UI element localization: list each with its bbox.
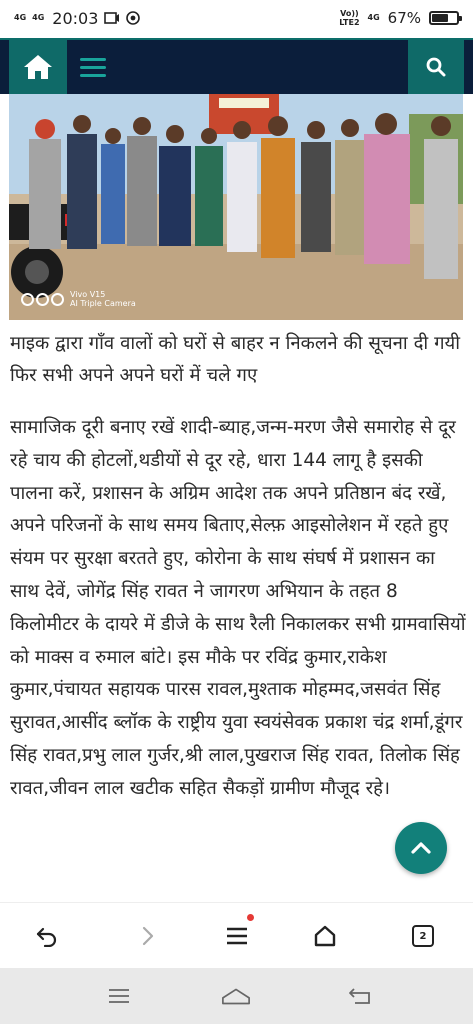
browser-back-button[interactable]: [32, 921, 62, 951]
battery-icon: [429, 11, 459, 25]
tabs-count: 2: [419, 930, 427, 942]
search-button[interactable]: [408, 40, 464, 94]
browser-forward-button[interactable]: [133, 921, 163, 951]
recents-button[interactable]: [104, 983, 134, 1009]
notification-icon: [104, 11, 120, 25]
watermark-line-1: Vivo V15: [70, 290, 106, 299]
photo-caption-text: माइक द्वारा गाँव वालों को घरों से बाहर न निकलने की सूचना दी गयी फिर सभी अपने अपने घरों में चले गए: [10, 333, 461, 386]
home-outline-icon: [313, 925, 337, 947]
home-button[interactable]: [9, 40, 67, 94]
chevron-up-icon: [410, 841, 432, 855]
clock: 20:03: [52, 8, 99, 28]
article-body: सामाजिक दूरी बनाए रखें शादी-ब्याह,जन्म-मरण जैसे समारोह से दूर रहे चाय की होटलों,थडीयों से दूर रहे, धारा 144 लागू है इसकी पालना करें, प्रशासन के अग्रिम आदेश तक अपने प्रतिष्ठान बंद रखें, अपने परिजनों के साथ समय बिताए,सेल्फ़ आइसोलेशन में रहते हुए संयम पर सुरक्षा बरतते हुए, कोरोना के साथ संघर्ष में प्रशासन का साथ देवें, जोगेंद्र सिंह रावत ने जागरण अभियान के तहत 8 किलोमीटर के दायरे में डीजे के साथ रैली निकालकर सभी ग्रामवासियों को माक्स व रुमाल बांटे। इस मौके पर रविंद्र कुमार,राकेश कुमार,पंचायत सहायक पारस रावल,मुश्ताक मोहम्मद,जसवंत सिंह सुरावत,आसींद ब्लॉक के राष्ट्रीय युवा स्वयंसेवक प्रकाश चंद्र शर्मा,डूंगर सिंह रावत,प्रभु लाल गुर्जर,श्री लाल,पुखराज सिंह रावत, तिलोक सिंह रावत,जीवन लाल खटीक सहित सैकड़ों ग्रामीण मौजूद रहे।: [10, 417, 466, 799]
camera-logo-icon: [21, 293, 64, 306]
search-icon: [426, 57, 446, 77]
network-1-indicator: 4G: [14, 13, 27, 22]
browser-menu-button[interactable]: [222, 921, 252, 951]
volte-indicator: Vo)) LTE2: [339, 9, 360, 27]
system-back-button[interactable]: [345, 983, 375, 1009]
scroll-to-top-button[interactable]: [395, 822, 447, 874]
home-nav-icon: [221, 986, 251, 1006]
battery-percent: 67%: [387, 9, 421, 27]
network-right-indicator: 4G: [367, 13, 380, 22]
hamburger-menu-icon[interactable]: [80, 52, 114, 82]
system-home-button[interactable]: [221, 983, 251, 1009]
menu-icon: [226, 927, 248, 945]
chrome-icon: [126, 11, 140, 25]
status-bar: [0, 0, 473, 36]
back-arrow-icon: [35, 925, 59, 947]
site-header: [0, 38, 473, 94]
home-icon: [22, 53, 54, 81]
browser-toolbar: [0, 902, 473, 968]
notification-dot: [247, 914, 254, 921]
browser-tabs-button[interactable]: [408, 921, 438, 951]
system-navigation-bar: [0, 968, 473, 1024]
browser-home-button[interactable]: [310, 921, 340, 951]
news-photo: [9, 94, 463, 320]
recents-icon: [107, 987, 131, 1005]
group-photo-image: [9, 94, 463, 320]
camera-watermark: [21, 290, 136, 308]
forward-chevron-icon: [141, 925, 155, 947]
network-2-indicator: 4G: [32, 13, 45, 22]
watermark-line-2: AI Triple Camera: [70, 299, 136, 308]
back-nav-icon: [347, 986, 373, 1006]
tabs-icon: [412, 925, 434, 947]
